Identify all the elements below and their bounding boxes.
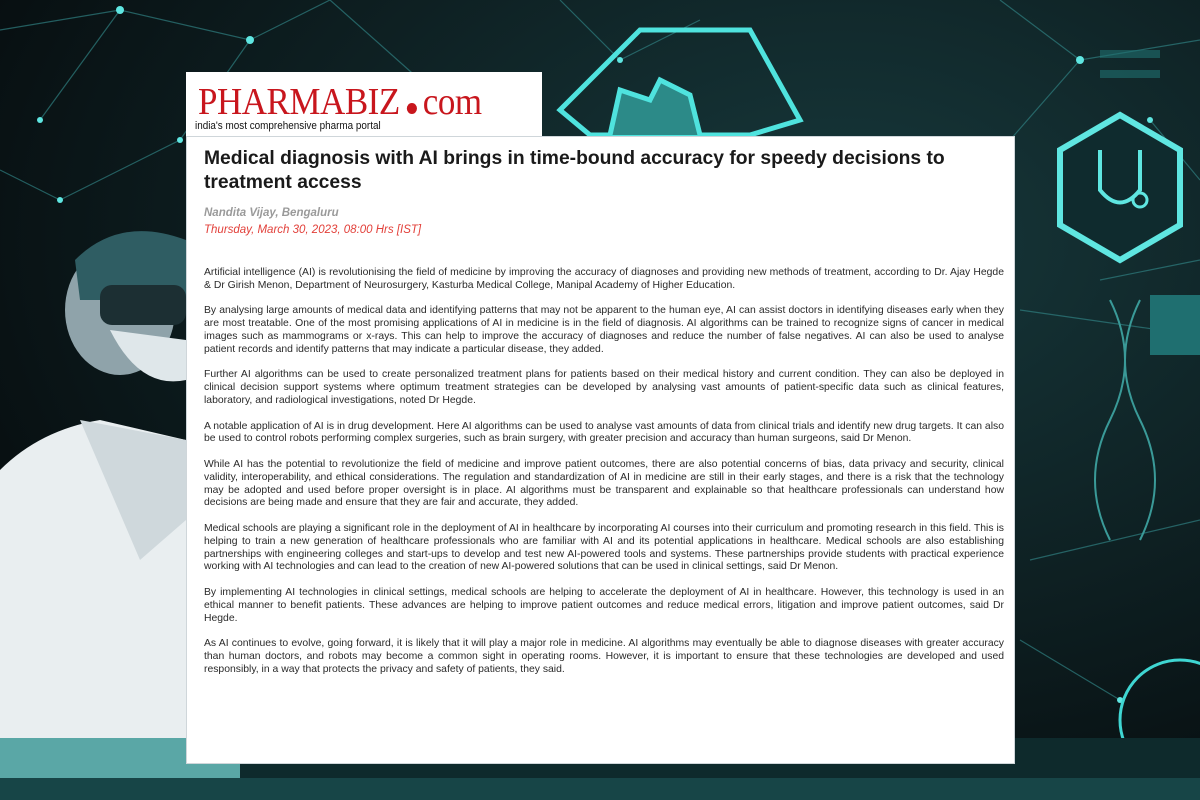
- stethoscope-icon: [1060, 115, 1180, 260]
- article-paragraph: As AI continues to evolve, going forward, it is likely that it will play a major role in medicine. AI algorithms may eventually be able to diagnose diseases with greater accuracy than human doctors, and robots may become a common sight in operating rooms. However, it is important to ensure that these technologies are developed and used responsibly, in a way that protects the privacy and safety of patients, they said.: [204, 638, 1004, 675]
- article-date: Thursday, March 30, 2023, 08:00 Hrs [IST]: [204, 224, 422, 236]
- logo-tagline: india's most comprehensive pharma portal: [195, 120, 381, 132]
- article-body: [204, 267, 1004, 689]
- article-title: Medical diagnosis with AI brings in time-bound accuracy for speedy decisions to treatment access: [204, 148, 945, 193]
- article-paragraph: By analysing large amounts of medical data and identifying patterns that may not be apparent to the human eye, AI can assist doctors in identifying diseases early when they are most treatable. One of the most promising applications of AI in medicine is in the field of diagnosis. AI algorithms can be trained to recognize signs of cancer in medical images such as mammograms or x-rays. This can help to improve the accuracy of diagnoses and reduce the number of false negatives. AI can also be used to analyse patient records and identify patterns that may indicate a particular disease, they added.: [204, 305, 1004, 355]
- article-author: Nandita Vijay, Bengaluru: [204, 207, 339, 219]
- article-paragraph: A notable application of AI is in drug development. Here AI algorithms can be used to analyse vast amounts of data from clinical trials and identify new drug targets. It can also be used to control robots performing complex surgeries, such as brain surgery, with greater precision and accuracy than human surgeons, said Dr Menon.: [204, 420, 1004, 445]
- logo-text: PHARMABIZ: [198, 81, 400, 123]
- article-paragraph: Artificial intelligence (AI) is revolutionising the field of medicine by improving the accuracy of diagnoses and providing new methods of treatment, according to Dr. Ajay Hegde & Dr Girish Menon, Department of Neurosurgery, Kasturba Medical College, Manipal Academy of Higher Education.: [204, 267, 1004, 291]
- article-paragraph: Further AI algorithms can be used to create personalized treatment plans for patients based on their medical history and current condition. They can also be deployed in clinical decision support systems where optimum treatment strategies can be developed by analysing vast amounts of patient-specific data such as clinical features, laboratory, and radiological investigations, noted Dr Hegde.: [204, 369, 1004, 406]
- logo-wordmark: [198, 80, 482, 124]
- article-paragraph: Medical schools are playing a significant role in the deployment of AI in healthcare by incorporating AI courses into their curriculum and promoting research in this field. This is helping to train a new generation of healthcare professionals who are familiar with AI and its potential applications in healthcare. Medical schools are also establishing partnerships with engineering colleges and start-ups to develop and test new AI-powered tools and systems. These partnerships provide students with practical experience working with AI technologies and can lead to the creation of new AI-powered solutions that can be used in clinical settings, said Dr Menon.: [204, 522, 1004, 573]
- logo-suffix: com: [422, 81, 482, 123]
- pharmabiz-logo[interactable]: [186, 72, 542, 136]
- logo-dot: [407, 103, 417, 114]
- article-clipping: [186, 136, 1015, 764]
- article-paragraph: While AI has the potential to revolutionize the field of medicine and improve patient outcomes, there are also potential concerns of bias, data privacy and security, clinical validity, interoperability, and ethical considerations. The regulation and standardization of AI in medicine are still in their early stages, and there is a risk that the technology may be adopted and used before proper oversight is in place. AI algorithms must be transparent and explainable so that healthcare professionals can understand how decisions are being made and ensure that they are fair and accurate, they added.: [204, 458, 1004, 509]
- article-paragraph: By implementing AI technologies in clinical settings, medical schools are helping to accelerate the deployment of AI in healthcare. However, this technology is used in an ethical manner to benefit patients. These advances are helping to improve patient outcomes and reduce medical errors, litigation and improve patient outcomes, said Dr Hegde.: [204, 586, 1004, 624]
